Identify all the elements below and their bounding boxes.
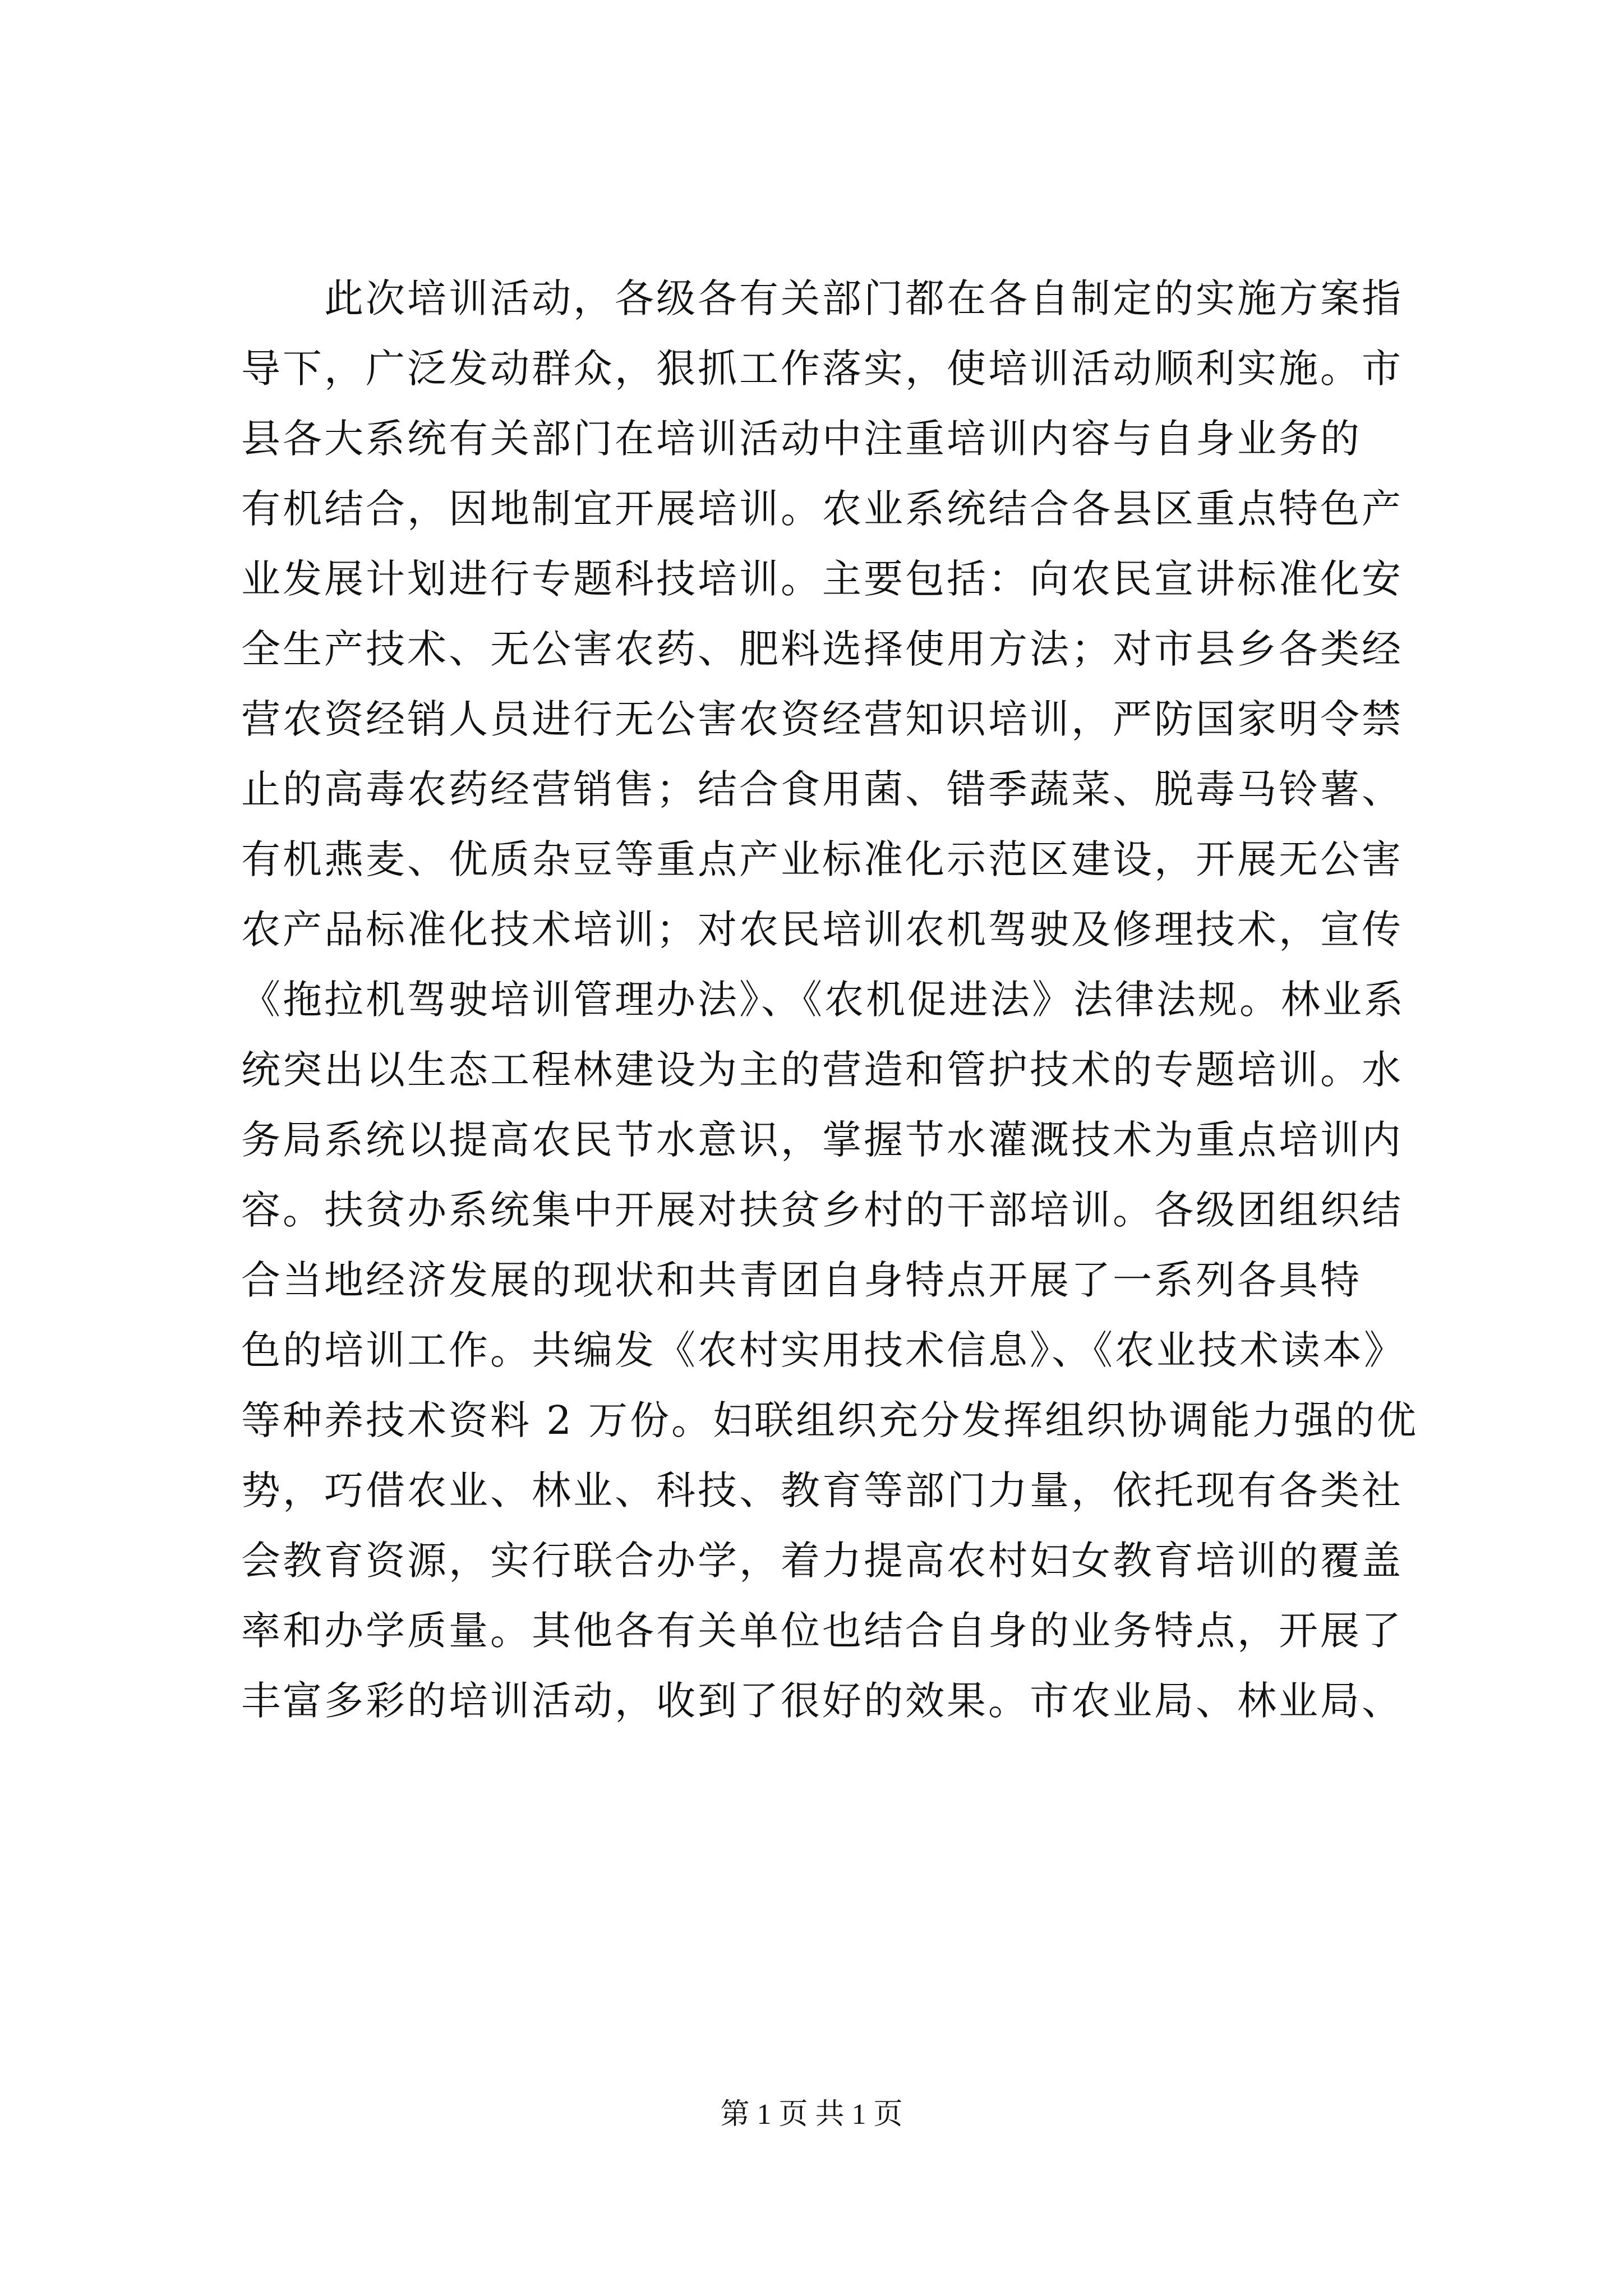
paragraph-line: 农产品标准化技术培训；对农民培训农机驾驶及修理技术，宣传: [241, 907, 1403, 953]
paragraph-line: 率和办学质量。其他各有关单位也结合自身的业务特点，开展了: [241, 1608, 1403, 1654]
paragraph-line: 导下，广泛发动群众，狠抓工作落实，使培训活动顺利实施。市: [241, 346, 1403, 392]
paragraph-line: 统突出以生态工程林建设为主的营造和管护技术的专题培训。水: [241, 1047, 1403, 1093]
paragraph-line: 等种养技术资料 2 万份。妇联组织充分发挥组织协调能力强的优: [241, 1397, 1419, 1443]
paragraph-line: 县各大系统有关部门在培训活动中注重培训内容与自身业务的: [241, 416, 1362, 462]
paragraph-line: 止的高毒农药经营销售；结合食用菌、错季蔬菜、脱毒马铃薯、: [241, 766, 1403, 812]
paragraph-line: 营农资经销人员进行无公害农资经营知识培训，严防国家明令禁: [241, 696, 1403, 742]
paragraph-line: 势，巧借农业、林业、科技、教育等部门力量，依托现有各类社: [241, 1467, 1403, 1513]
paragraph-line: 全生产技术、无公害农药、肥料选择使用方法；对市县乡各类经: [241, 626, 1403, 672]
paragraph-line: 有机燕麦、优质杂豆等重点产业标准化示范区建设，开展无公害: [241, 836, 1403, 882]
paragraph-line: 容。扶贫办系统集中开展对扶贫乡村的干部培训。各级团组织结: [241, 1187, 1403, 1233]
paragraph-line: 合当地经济发展的现状和共青团自身特点开展了一系列各具特: [241, 1257, 1362, 1303]
paragraph-line: 有机结合，因地制宜开展培训。农业系统结合各县区重点特色产: [241, 486, 1403, 532]
body-paragraph: [241, 264, 1419, 1736]
paragraph-line: 业发展计划进行专题科技培训。主要包括：向农民宣讲标准化安: [241, 556, 1403, 602]
page-number-footer: 第 1 页 共 1 页: [720, 2099, 903, 2131]
paragraph-line: 此次培训活动，各级各有关部门都在各自制定的实施方案指: [241, 275, 1403, 321]
paragraph-line: 务局系统以提高农民节水意识，掌握节水灌溉技术为重点培训内: [241, 1117, 1403, 1163]
paragraph-line: 丰富多彩的培训活动，收到了很好的效果。市农业局、林业局、: [241, 1678, 1403, 1724]
paragraph-line: 会教育资源，实行联合办学，着力提高农村妇女教育培训的覆盖: [241, 1538, 1403, 1584]
paragraph-line: 色的培训工作。共编发《农村实用技术信息》、《农业技术读本》: [241, 1327, 1405, 1373]
paragraph-line: 《拖拉机驾驶培训管理办法》、《农机促进法》法律法规。林业系: [241, 977, 1405, 1023]
